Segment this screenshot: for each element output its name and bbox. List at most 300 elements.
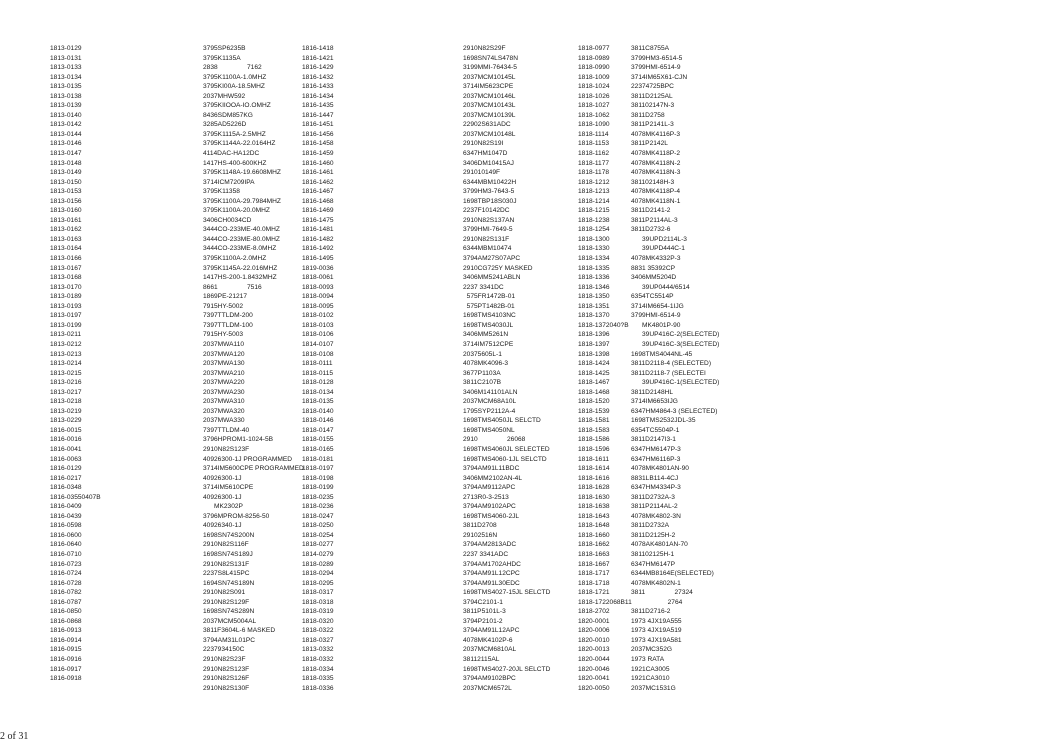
table-cell: 4078MK4118N-2 [631, 159, 681, 167]
table-cell: 1818-1214 [578, 197, 610, 205]
table-cell: 3811D2125H-2 [631, 531, 676, 539]
table-cell: 29102516N [463, 531, 498, 539]
table-cell: 2910N82S123F [203, 445, 250, 453]
table-cell: 39UPD2114L-3 [631, 235, 687, 243]
table-cell: 1818-0236 [302, 503, 334, 511]
table-cell: 1818-1520 [578, 398, 610, 406]
table-cell: 4078MK4096-3 [463, 360, 509, 368]
table-cell: 1818-1667 [578, 560, 610, 568]
table-cell: 3199MMI-76434-5 [463, 64, 517, 72]
table-cell: 1813-0199 [50, 321, 82, 329]
table-cell: 1816-0600 [50, 531, 82, 539]
table-cell: 1818-0181 [302, 455, 334, 463]
table-cell: 1818-1238 [578, 216, 610, 224]
table-cell: 1813-0161 [50, 216, 82, 224]
table-cell: 7397TTLDM-200 [203, 312, 253, 320]
table-cell: 4078MK4116P-3 [631, 130, 680, 138]
table-cell: 2037MCM10148L [463, 130, 516, 138]
page-number: 2 of 31 [0, 731, 29, 742]
table-cell: 4078MK4118N-1 [631, 197, 681, 205]
table-cell: 3794AM9102BPC [463, 675, 516, 683]
table-cell: 1816-0710 [50, 550, 82, 558]
table-cell: 3811D2732A [631, 522, 670, 530]
table-cell: 1813-0216 [50, 379, 82, 387]
table-cell: 1818-0102 [302, 312, 334, 320]
table-cell: MK2302P [203, 503, 243, 511]
table-cell: 1818-1722068B11 [578, 598, 632, 606]
table-cell: 1818-1396 [578, 331, 610, 339]
table-cell: 1813-0162 [50, 226, 82, 234]
table-cell: 3811P5101L-3 [463, 608, 506, 616]
table-cell: 1816-0782 [50, 589, 82, 597]
table-cell: 3811F3604L-6 MASKED [203, 627, 276, 635]
table-cell: 1820-0044 [578, 656, 610, 663]
table-cell: 1816-0640 [50, 541, 82, 549]
table-cell: 1818-1213 [578, 188, 610, 196]
table-cell: 1813-0217 [50, 388, 82, 396]
table-cell: 1816-1482 [302, 235, 334, 243]
table-cell: 3796HPROM1-1024-5B [203, 436, 274, 444]
table-cell: 1818-0095 [302, 302, 334, 310]
table-cell: 1818-0327 [302, 636, 334, 644]
table-cell: 3794P2101-2 [463, 617, 503, 625]
table-cell: 1818-0140 [302, 407, 334, 415]
table-cell: 1818-0134 [302, 388, 334, 396]
table-cell: 1973 4JX19A519 [631, 627, 682, 635]
table-cell: 3444CO-233ME-8.0MHZ [203, 245, 277, 253]
component-column-1 [203, 44, 304, 693]
table-cell: 3406M141101ALN [463, 388, 518, 396]
table-cell: 2037MCM10139L [463, 111, 516, 119]
table-cell: 2037MCM10143L [463, 102, 516, 110]
table-cell: 1818-0989 [578, 54, 610, 62]
table-cell: 1813-0160 [50, 207, 82, 215]
table-cell: 2037MWA210 [203, 369, 245, 377]
table-cell: 1818-1717 [578, 570, 610, 578]
table-cell: 1818-0319 [302, 608, 334, 616]
table-cell: 3799HMI-6514-9 [631, 312, 681, 320]
table-cell: 2037MC352G [631, 646, 673, 654]
table-cell: 1698TMS4030JL [463, 321, 514, 329]
table-cell: 1816-0917 [50, 665, 82, 673]
table-cell: 1818-1643 [578, 512, 610, 520]
table-cell: 40926300-1J PROGRAMMED [203, 455, 293, 463]
table-cell: 1816-0913 [50, 627, 82, 635]
table-cell: 1818-0289 [302, 560, 334, 568]
table-cell: 381102125H-1 [631, 550, 675, 558]
table-cell: 3811D2118-4 (SELECTED) [631, 360, 712, 368]
table-cell: 1818-1026 [578, 92, 610, 100]
table-cell: 6347HM6147P-3 [631, 445, 681, 453]
table-cell: 2037MC1531G [631, 684, 676, 692]
table-cell: 3714IM65X61-CJN [631, 73, 688, 81]
table-cell: 1818-1178 [578, 169, 610, 177]
table-cell: 2037MWA130 [203, 360, 245, 368]
table-cell: 1818-0115 [302, 369, 334, 377]
table-cell: 1820-0050 [578, 684, 610, 692]
table-cell: 1813-0156 [50, 197, 82, 205]
table-cell: 1818-1539 [578, 407, 610, 415]
table-cell: 575PT1482B-01 [463, 302, 515, 310]
table-cell: 1818-1628 [578, 484, 610, 492]
table-cell: 1820-0006 [578, 627, 610, 635]
table-cell: 575FR1472B-01 [463, 293, 516, 301]
table-cell: 2037MWA230 [203, 388, 245, 396]
table-cell: 1816-1458 [302, 140, 334, 148]
table-cell: 1818-1215 [578, 207, 610, 215]
table-cell: 1698TBP18S030J [463, 197, 517, 205]
table-cell: 3799HMI-6514-9 [631, 64, 681, 72]
table-cell: 3795K11358 [203, 188, 240, 196]
table-cell: 1818-1611 [578, 455, 610, 463]
table-cell: 3714IM6654-1IJG [631, 302, 684, 310]
table-cell: 6344MBM10474 [463, 245, 512, 253]
table-cell: 1698TMS4060-1JL SELCTD [463, 455, 547, 463]
table-cell: 1816-0016 [50, 436, 82, 444]
table-cell: 1973 4JX19A555 [631, 617, 682, 625]
table-cell: 7915HY-5002 [203, 302, 244, 310]
table-cell: 1818-1346 [578, 283, 610, 291]
table-cell: 1818-1300 [578, 235, 610, 243]
table-cell: 3811P2142L [631, 140, 668, 148]
table-cell: 3794AM91L30EDC [463, 579, 520, 587]
table-cell: 1818-1114 [578, 130, 609, 138]
table-cell: 3795K1135A [203, 54, 241, 62]
table-cell: 1816-1475 [302, 216, 334, 224]
table-cell: 1813-0149 [50, 169, 82, 177]
table-cell: 6354TC5514P [631, 293, 674, 301]
table-cell: 1816-1468 [302, 197, 334, 205]
table-cell: 39UPD444C-1 [631, 245, 685, 253]
table-cell: 3811 27324 [631, 589, 693, 597]
table-cell: 1813-0193 [50, 302, 82, 310]
table-cell: 3444CO-233ME-80.0MHZ [203, 235, 280, 243]
table-cell: MK4801P-90 [631, 321, 681, 329]
table-cell: 1813-0131 [50, 54, 82, 62]
table-cell: 1818-1467 [578, 379, 610, 387]
table-cell: 1820-0001 [578, 617, 610, 625]
table-cell: 1813-0215 [50, 369, 82, 377]
table-cell: 1818-2702 [578, 608, 610, 616]
table-cell: 1813-0129 [50, 45, 82, 52]
table-cell: 3811D2141-2 [631, 207, 671, 215]
table-cell: 1694SN74S189N [203, 579, 255, 587]
table-cell: 3795K1100A-20.0MHZ [203, 207, 270, 215]
table-cell: 1813-0135 [50, 83, 82, 91]
table-cell: 3794AM31L01PC [203, 636, 256, 644]
table-cell: 1818-0093 [302, 283, 334, 291]
table-cell: 3811P2141L-3 [631, 121, 674, 129]
table-cell: 1813-0163 [50, 235, 82, 243]
table-cell: 2764 [631, 598, 683, 606]
table-cell: 1818-1614 [578, 465, 610, 473]
table-cell: 6347HM1047D [463, 150, 508, 158]
table-cell: 2910N82S131F [463, 235, 510, 243]
table-cell: 1818-0335 [302, 675, 334, 683]
table-cell: 1816-1435 [302, 102, 334, 110]
table-cell: 1698TMS4103NC [463, 312, 516, 320]
table-cell: 1818-1638 [578, 503, 610, 511]
table-cell: 2237F10142DC [463, 207, 510, 215]
table-cell: 1818-1162 [578, 150, 610, 158]
table-cell: 1816-1432 [302, 73, 334, 81]
table-cell: 1698TMS4060-2JL [463, 512, 520, 520]
table-cell: 1813-0189 [50, 293, 82, 301]
table-cell: 6344MB8164E(SELECTED) [631, 570, 714, 578]
table-cell: 1814-0279 [302, 550, 334, 558]
table-cell: 1813-0164 [50, 245, 82, 253]
table-cell: 1816-1418 [302, 45, 334, 52]
table-cell: 1818-0108 [302, 350, 334, 358]
table-cell: 8661 7516 [203, 283, 262, 291]
table-cell: 1818-1596 [578, 445, 610, 453]
table-cell: 2910 26068 [463, 436, 526, 444]
table-cell: 1816-0598 [50, 522, 82, 530]
table-cell: 1698TMS4044NL-45 [631, 350, 693, 358]
table-cell: 1818-0977 [578, 45, 610, 52]
table-cell: 291010149F [463, 169, 501, 177]
table-cell: 1818-1177 [578, 159, 610, 167]
table-cell: 2037MWA330 [203, 417, 245, 425]
table-cell: 1816-0914 [50, 636, 82, 644]
table-cell: 1813-0148 [50, 159, 82, 167]
table-cell: 1813-0142 [50, 121, 82, 129]
table-cell: 1816-1459 [302, 150, 334, 158]
table-cell: 3811D2732A-3 [631, 493, 675, 501]
table-cell: 1813-0153 [50, 188, 82, 196]
table-cell: 3794AM9112APC [463, 484, 516, 492]
table-cell: 6347HM6116P-3 [631, 455, 681, 463]
table-cell: 1417HS-200-1.8432MHZ [203, 274, 277, 282]
table-cell: 1818-0254 [302, 531, 334, 539]
table-cell: 1816-1451 [302, 121, 334, 129]
table-cell: 1816-1429 [302, 64, 334, 72]
table-cell: 1818-0318 [302, 598, 334, 606]
table-cell: 2910N82S29F [463, 45, 506, 52]
table-cell: 3795KI00A-18.5MHZ [203, 83, 265, 91]
table-cell: 1698SN74S200N [203, 531, 255, 539]
table-cell: 6347HM4864-3 (SELECTED) [631, 407, 718, 415]
table-cell: 3285AD5226D [203, 121, 247, 129]
table-cell: 3811D2148HL [631, 388, 674, 396]
table-cell: 1813-0139 [50, 102, 82, 110]
table-cell: 38112115AL [463, 656, 500, 663]
table-cell: 1813-0332 [302, 646, 334, 654]
table-cell: 2037MWA320 [203, 407, 245, 415]
table-cell: 3795K1148A-19.6608MHZ [203, 169, 281, 177]
table-cell: 1698TMS4050NL [463, 426, 515, 434]
table-cell: 1816-0915 [50, 646, 82, 654]
table-cell: 1816-0728 [50, 579, 82, 587]
table-cell: 1417HS-400-600KHZ [203, 159, 267, 167]
table-cell: 1818-0322 [302, 627, 334, 635]
table-cell: 3811P2114AL-3 [631, 216, 678, 224]
table-cell: 1813-0146 [50, 140, 82, 148]
table-cell: 3406MM5204D [631, 274, 677, 282]
table-cell: 3795KIIOOA-IO.OMHZ [203, 102, 271, 110]
table-cell: 2237S8L415PC [203, 570, 250, 578]
table-cell: 1818-1586 [578, 436, 610, 444]
table-cell: 2713R0-3-2513 [463, 493, 509, 501]
table-cell: 39UP416C-2(SELECTED) [631, 331, 720, 339]
table-cell: 1818-1062 [578, 111, 610, 119]
table-cell: 1818-1090 [578, 121, 610, 129]
table-cell: 1816-1469 [302, 207, 334, 215]
table-cell: 1818-0320 [302, 617, 334, 625]
table-cell: 1820-0010 [578, 636, 610, 644]
table-cell: 1818-0165 [302, 445, 334, 453]
table-cell: 4078MK4118N-3 [631, 169, 681, 177]
table-cell: 3714IM7512CPE [463, 340, 514, 348]
table-cell: 3714IM6653IJG [631, 398, 678, 406]
table-cell: 1816-1481 [302, 226, 334, 234]
table-cell: 3794AM1702AHDC [463, 560, 521, 568]
table-cell: 1816-1434 [302, 92, 334, 100]
table-cell: 1816-03550407B [50, 493, 101, 501]
table-cell: 1816-0916 [50, 656, 82, 663]
table-cell: 1818-1024 [578, 83, 610, 91]
table-cell: 3714IM5600CPE PROGRAMMED [203, 465, 304, 473]
table-cell: 1818-0147 [302, 426, 334, 434]
table-cell: 1816-1462 [302, 178, 334, 186]
table-cell: 6344MBM10422H [463, 178, 517, 186]
table-cell: 2910N82S19I [463, 140, 504, 148]
table-cell: 3794AM91L11BDC [463, 465, 520, 473]
table-cell: 1816-1461 [302, 169, 334, 177]
table-cell: 40926340-1J [203, 522, 242, 530]
table-cell: 2910N82S116F [203, 541, 249, 549]
table-cell: 2910N82S126F [203, 675, 250, 683]
table-cell: 3811D2716-2 [631, 608, 671, 616]
table-cell: 1818-1009 [578, 73, 610, 81]
table-cell: 1973 4JX19A581 [631, 636, 682, 644]
table-cell: 1973 RATA [631, 656, 665, 663]
table-cell: 4078MK4118P-2 [631, 150, 680, 158]
table-cell: 2237 3341ADC [463, 550, 509, 558]
table-cell: 1818-1335 [578, 264, 610, 272]
table-cell: 1698SN74S289N [203, 608, 255, 616]
table-cell: 2910CG725Y MASKED [463, 264, 533, 272]
table-cell: 3796MPROM-8256-50 [203, 512, 270, 520]
table-cell: 1816-0850 [50, 608, 82, 616]
table-cell: 1818-1583 [578, 426, 610, 434]
table-cell: 1818-0128 [302, 379, 334, 387]
table-cell: 1813-0167 [50, 264, 82, 272]
table-cell: 3444CO-233ME-40.0MHZ [203, 226, 280, 234]
table-cell: 1869PE-21217 [203, 293, 247, 301]
table-cell: 1818-0990 [578, 64, 610, 72]
table-cell: 1819-0036 [302, 264, 334, 272]
table-cell: 7397TTLDM-100 [203, 321, 253, 329]
table-cell: 4078AK4801AN-70 [631, 541, 688, 549]
table-cell: 1813-0134 [50, 73, 82, 81]
part-number-column-3 [578, 44, 632, 693]
table-cell: 1818-0332 [302, 656, 334, 663]
table-cell: 6354TC5504P-1 [631, 426, 680, 434]
table-cell: 1795SYP2112A-4 [463, 407, 516, 415]
table-cell: 8831LB114-4CJ [631, 474, 679, 482]
table-cell: 1818-0106 [302, 331, 334, 339]
table-cell: 3794AM91L12APC [463, 627, 520, 635]
table-cell: 1818-1350 [578, 293, 610, 301]
table-cell: 3794AM9102APC [463, 503, 516, 511]
component-column-2 [463, 44, 550, 693]
table-cell: 2910N82S130F [203, 684, 250, 692]
table-cell: 1818-1468 [578, 388, 610, 396]
table-cell: 2037MCM10145L [463, 73, 516, 81]
table-cell: 1816-0787 [50, 598, 82, 606]
table-cell: 3714ICM7209IPA [203, 178, 255, 186]
table-cell: 1816-0063 [50, 455, 82, 463]
table-cell: 1818-0250 [302, 522, 334, 530]
table-cell: 3811D2708 [463, 522, 497, 530]
table-cell: 1816-1492 [302, 245, 334, 253]
table-cell: 1818-0061 [302, 274, 334, 282]
table-cell: 1818-1398 [578, 350, 610, 358]
table-cell: 1698SN74LS478N [463, 54, 518, 62]
table-cell: 1818-1336 [578, 274, 610, 282]
table-cell: 1818-1424 [578, 360, 610, 368]
table-cell: 22902S631ADC [463, 121, 511, 129]
table-cell: 1818-1351 [578, 302, 610, 310]
table-cell: 3406MM5241ABLN [463, 274, 521, 282]
table-cell: 1813-0213 [50, 350, 82, 358]
table-cell: 1813-0133 [50, 64, 82, 72]
table-cell: 1921CA3010 [631, 675, 670, 683]
table-cell: 1818-1212 [578, 178, 610, 186]
table-cell: 1816-0041 [50, 445, 82, 453]
table-cell: 2237 3341DC [463, 283, 504, 291]
table-cell: 1818-1721 [578, 589, 610, 597]
table-cell: 4078MK4802-3N [631, 512, 681, 520]
table-cell: 8831 35392CP [631, 264, 675, 272]
table-cell: 1813-0219 [50, 407, 82, 415]
table-cell: 2910N82S123F [203, 665, 250, 673]
table-cell: 1816-1421 [302, 54, 334, 62]
table-cell: 1813-0211 [50, 331, 82, 339]
table-cell: 1816-0868 [50, 617, 82, 625]
table-cell: 1818-1027 [578, 102, 610, 110]
table-cell: 3406MM5261N [463, 331, 509, 339]
table-cell: 2037MCM6810AL [463, 646, 517, 654]
table-cell: 4114DAC-HA12DC [203, 150, 260, 158]
table-cell: 3811D2125AL [631, 92, 673, 100]
table-cell: 1820-0041 [578, 675, 610, 683]
table-cell: 39UP0444/6514 [631, 283, 690, 291]
table-cell: 1816-0129 [50, 465, 82, 473]
table-cell: 1818-0277 [302, 541, 334, 549]
table-cell: 1818-1330 [578, 245, 610, 253]
table-cell: 1818-0199 [302, 484, 334, 492]
table-cell: 1818-0235 [302, 493, 334, 501]
table-cell: 1818-0135 [302, 398, 334, 406]
table-cell: 1816-0217 [50, 474, 82, 482]
table-cell: 3794C2101-1 [463, 598, 503, 606]
table-cell: 1818-0111 [302, 360, 333, 368]
table-cell: 1818-0146 [302, 417, 334, 425]
table-cell: 1813-0170 [50, 283, 82, 291]
table-cell: 1818-1718 [578, 579, 610, 587]
table-cell: 3406CH0034CD [203, 216, 252, 224]
table-cell: 3714IM5623CPE [463, 83, 514, 91]
table-cell: 3714IM5610CPE [203, 484, 254, 492]
table-cell: 3794AM91L12CPC [463, 570, 520, 578]
table-cell: 2838 7162 [203, 64, 262, 72]
table-cell: 3799HM3-6514-5 [631, 54, 683, 62]
table-cell: 381102148H-3 [631, 178, 675, 186]
table-cell: 1818-1372040?B [578, 321, 629, 329]
table-cell: 40926300-1J [203, 493, 242, 501]
